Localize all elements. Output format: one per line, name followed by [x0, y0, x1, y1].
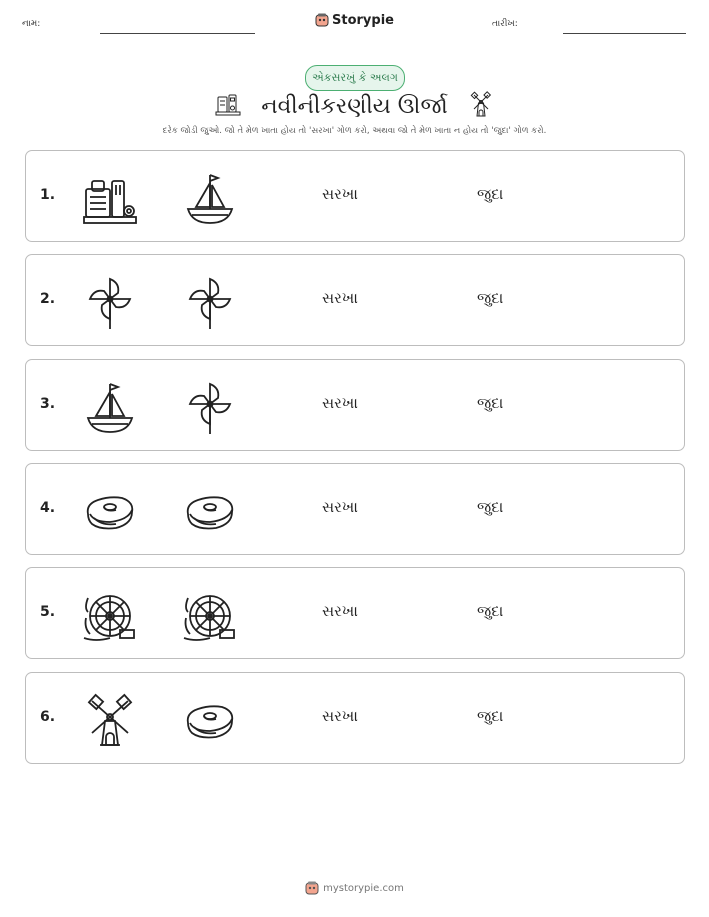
badge: એકસરખું કે અલગ: [305, 65, 405, 91]
different-option[interactable]: જુદા: [477, 289, 504, 308]
exercise-row: [25, 463, 685, 555]
storypie-logo-icon: [305, 881, 319, 895]
sailboat-icon: [82, 380, 138, 436]
stone-disc-icon: [182, 484, 238, 540]
footer-url: mystorypie.com: [323, 883, 404, 894]
exercise-row: [25, 359, 685, 451]
name-label: નામ:: [22, 19, 41, 29]
different-option[interactable]: જુદા: [477, 706, 504, 725]
same-option[interactable]: સરખા: [322, 393, 358, 412]
different-option[interactable]: જુદા: [477, 393, 504, 412]
row-number: 6.: [40, 708, 56, 725]
different-option[interactable]: જુદા: [477, 602, 504, 621]
same-option[interactable]: સરખા: [322, 185, 358, 203]
same-option[interactable]: સરખા: [322, 602, 358, 621]
brand-name: Storypie: [332, 13, 394, 28]
footer: [0, 881, 709, 895]
stone-disc-icon: [82, 484, 138, 540]
brand: [0, 13, 709, 28]
row-number: 2.: [40, 291, 56, 308]
windmill-icon: [467, 90, 495, 122]
storypie-logo-icon: [315, 13, 329, 27]
exercise-row: [25, 150, 685, 242]
date-line[interactable]: [563, 33, 686, 34]
different-option[interactable]: જુદા: [477, 185, 504, 203]
row-number: 3.: [40, 395, 56, 412]
exercise-row: [25, 672, 685, 764]
water-wheel-icon: [182, 588, 238, 644]
water-wheel-icon: [82, 588, 138, 644]
row-number: 1.: [40, 187, 56, 203]
sailboat-icon: [182, 171, 238, 227]
same-option[interactable]: સરખા: [322, 289, 358, 308]
windmill-icon: [82, 693, 138, 749]
stone-disc-icon: [182, 693, 238, 749]
instructions: દરેક જોડી જુઓ. જો તે મેળ ખાતા હોય તો 'સરખા' ગોળ કરો, અથવા જો તે મેળ ખાતા ન હોય તો 'જુદા' ગોળ કરો.: [162, 126, 547, 136]
date-label: તારીખ:: [492, 19, 518, 29]
row-number: 5.: [40, 604, 56, 621]
power-plant-icon: [82, 171, 138, 227]
pinwheel-icon: [182, 380, 238, 436]
power-plant-icon: [214, 90, 242, 122]
pinwheel-icon: [182, 275, 238, 331]
name-line[interactable]: [100, 33, 255, 34]
same-option[interactable]: સરખા: [322, 706, 358, 725]
exercise-row: [25, 254, 685, 346]
same-option[interactable]: સરખા: [322, 497, 358, 516]
page-title: નવીનીકરણીય ઊર્જા: [261, 93, 448, 119]
row-number: 4.: [40, 499, 56, 516]
pinwheel-icon: [82, 275, 138, 331]
different-option[interactable]: જુદા: [477, 497, 504, 516]
exercise-row: [25, 567, 685, 659]
title-row: [0, 90, 709, 122]
